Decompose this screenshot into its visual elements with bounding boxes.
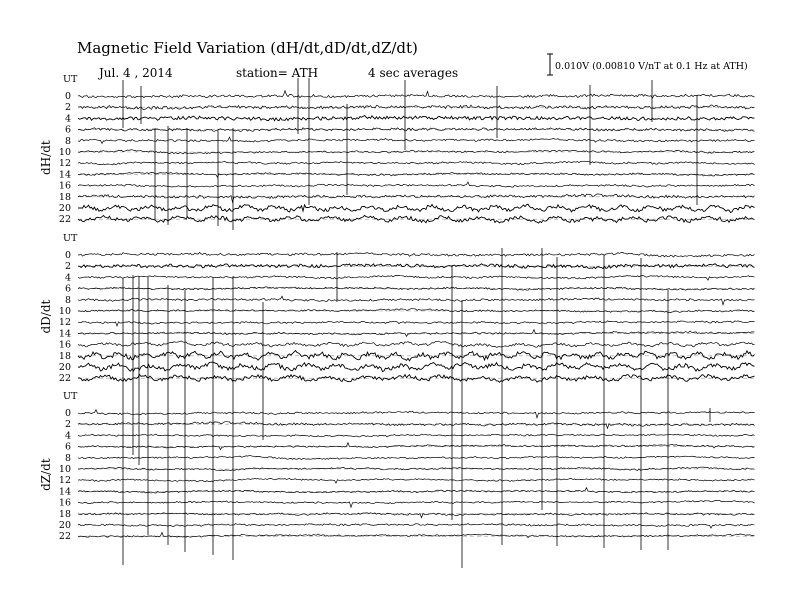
hour-label: 18 [58,350,71,362]
panel-ylabel: dH/dt [39,140,53,175]
hour-label: 8 [64,452,71,464]
station-label: station= ATH [236,66,319,80]
trace [78,309,755,313]
trace [78,296,755,305]
trace [78,532,755,537]
hour-label: 6 [64,441,71,453]
panel-dZ-dt [39,391,755,542]
hour-label: 4 [64,430,71,442]
hour-label: 22 [58,531,71,543]
trace [78,341,755,347]
hour-label: 16 [58,339,71,351]
hour-label: 0 [64,250,71,261]
trace [78,275,755,280]
hour-label: 2 [64,419,71,431]
panels [39,74,755,542]
hour-label: 20 [58,520,71,531]
trace [78,161,755,165]
trace [78,478,755,483]
trace [78,182,755,187]
panel-dH-dt [39,74,755,225]
trace [78,456,755,460]
hour-label: 0 [64,91,71,102]
date-label: Jul. 4 , 2014 [99,66,173,80]
hour-label: 10 [58,306,71,317]
scale-bar [547,54,553,75]
hour-label: 8 [64,294,71,306]
ut-label: UT [63,233,78,244]
trace [78,422,755,429]
hour-label: 14 [58,486,71,498]
ut-label: UT [63,391,78,402]
hour-label: 20 [58,203,71,214]
trace [78,488,755,493]
hour-label: 2 [64,102,71,114]
panel-ylabel: dZ/dt [39,458,53,491]
hour-label: 6 [64,124,71,136]
panel-dD-dt [39,233,755,384]
averaging-label: 4 sec averages [368,66,459,80]
hour-label: 12 [58,317,71,329]
hour-label: 16 [58,497,71,509]
trace [78,91,755,98]
trace [78,137,755,143]
hour-label: 6 [64,283,71,295]
hour-label: 0 [64,408,71,419]
hour-label: 14 [58,328,71,340]
hour-label: 18 [58,508,71,520]
trace [78,116,755,121]
trace [78,252,755,257]
trace [78,204,755,212]
trace [78,434,755,437]
trace [78,330,755,337]
chart-title: Magnetic Field Variation (dH/dt,dD/dt,dZ/dt) [77,39,418,57]
panel-ylabel: dD/dt [39,299,53,334]
ut-label: UT [63,74,78,85]
hour-label: 4 [64,113,71,125]
hour-label: 12 [58,475,71,487]
trace [78,524,755,529]
trace [78,194,755,202]
trace [78,362,755,371]
hour-label: 10 [58,147,71,158]
trace [78,513,755,518]
hour-label: 2 [64,261,71,273]
hour-label: 18 [58,191,71,203]
hour-label: 14 [58,169,71,181]
hour-label: 20 [58,362,71,373]
hour-label: 12 [58,158,71,170]
hour-label: 4 [64,272,71,284]
hour-label: 10 [58,464,71,475]
trace [78,410,755,418]
scale-label: 0.010V (0.00810 V/nT at 0.1 Hz at ATH) [555,61,748,72]
trace [78,500,755,507]
hour-label: 22 [58,373,71,385]
hour-label: 22 [58,214,71,226]
hour-label: 8 [64,135,71,147]
trace [78,443,755,450]
hour-label: 16 [58,180,71,192]
trace [78,321,755,326]
